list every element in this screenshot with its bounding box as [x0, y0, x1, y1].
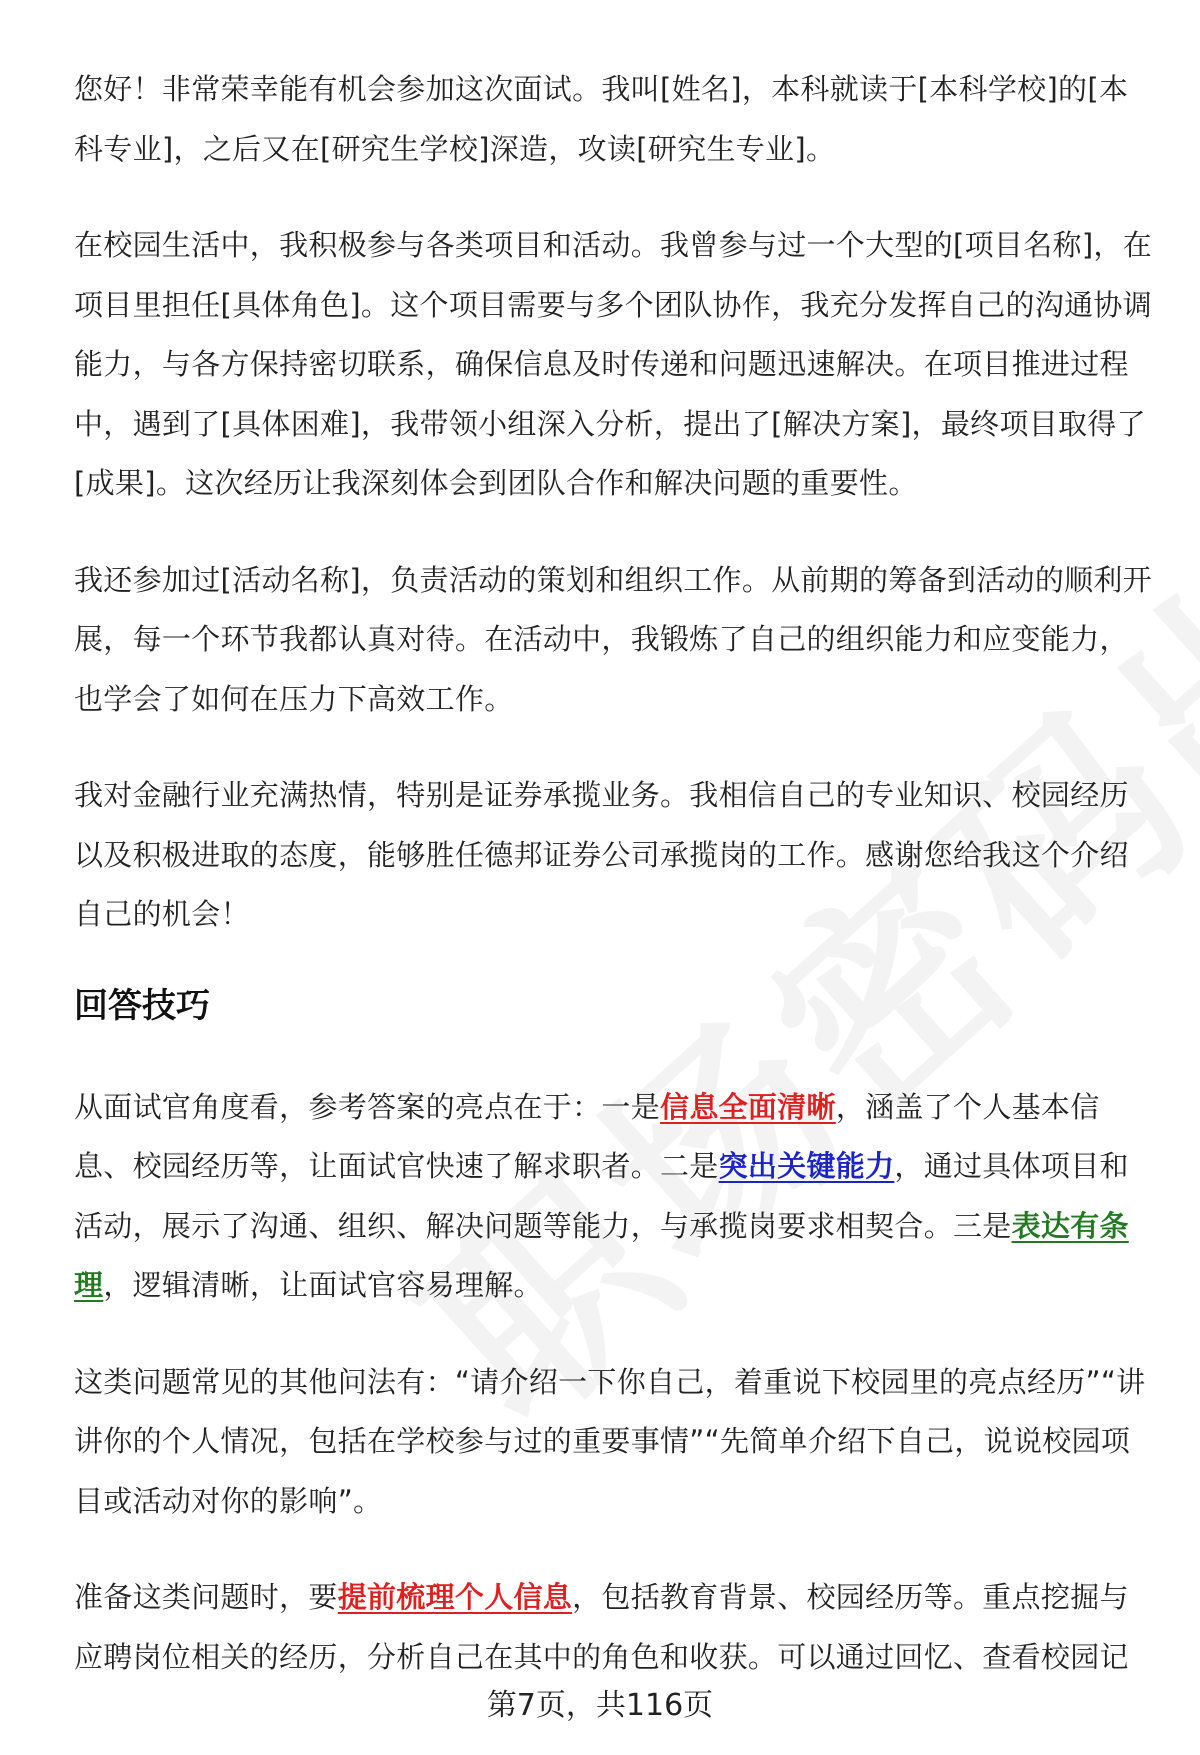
tips-paragraph: [74, 1078, 1154, 1316]
tips-text-3: ，通过具体项目和活动，展示了沟通、组织、解决问题等能力，与承揽岗要求相契合。三是: [74, 1149, 1129, 1243]
highlight-info-clear: 信息全面清晰: [660, 1089, 836, 1124]
highlight-key-ability: 突出关键能力: [718, 1149, 895, 1183]
variants-paragraph: 这类问题常见的其他问法有：“请介绍一下你自己，着重说下校园里的亮点经历”“讲讲你的个人情况，包括在学校参与过的重要事情”“先简单介绍下自己，说说校园项目或活动对你的影响”。: [74, 1364, 1146, 1518]
document-body: [74, 60, 1154, 1724]
prep-paragraph: [74, 1568, 1154, 1687]
page-number-footer: 第7页，共116页: [486, 1688, 714, 1723]
tips-text-4: ，逻辑清晰，让面试官容易理解。: [103, 1268, 543, 1302]
highlight-organized: 表达有条理: [74, 1208, 1129, 1302]
closing-paragraph: 我对金融行业充满热情，特别是证券承揽业务。我相信自己的专业知识、校园经历以及积极进取的态度，能够胜任德邦证券公司承揽岗的工作。感谢您给我这个介绍自己的机会！: [74, 778, 1129, 931]
project-paragraph: 在校园生活中，我积极参与各类项目和活动。我曾参与过一个大型的[项目名称]，在项目里担任[具体角色]。这个项目需要与多个团队协作，我充分发挥自己的沟通协调能力，与各方保持密切联系，确保信息及时传递和问题迅速解决。在项目推进过程中，遇到了[具体困难]，我带领小组深入分析，提出了[解决方案]，最终项目取得了[成果]。这次经历让我深刻体会到团队合作和解决问题的重要性。: [74, 228, 1153, 500]
intro-paragraph: 您好！非常荣幸能有机会参加这次面试。我叫[姓名]，本科就读于[本科学校]的[本科专业]，之后又在[研究生学校]深造，攻读[研究生专业]。: [74, 72, 1129, 166]
activity-paragraph: 我还参加过[活动名称]，负责活动的策划和组织工作。从前期的筹备到活动的顺利开展，每一个环节我都认真对待。在活动中，我锻炼了自己的组织能力和应变能力，也学会了如何在压力下高效工作。: [74, 562, 1153, 716]
tips-text-1: 从面试官角度看，参考答案的亮点在于：一是: [74, 1089, 661, 1124]
tips-text-2: ，涵盖了个人基本信息、校园经历等，让面试官快速了解求职者。二是: [74, 1089, 1100, 1183]
prep-text-2: ，包括教育背景、校园经历等。重点挖掘与应聘岗位相关的经历，分析自己在其中的角色和收获。可以通过回忆、查看校园记: [74, 1580, 1129, 1674]
section-heading: 回答技巧: [74, 985, 210, 1026]
prep-text-1: 准备这类问题时，要: [74, 1580, 338, 1614]
highlight-organize-info: 提前梳理个人信息: [337, 1580, 573, 1614]
